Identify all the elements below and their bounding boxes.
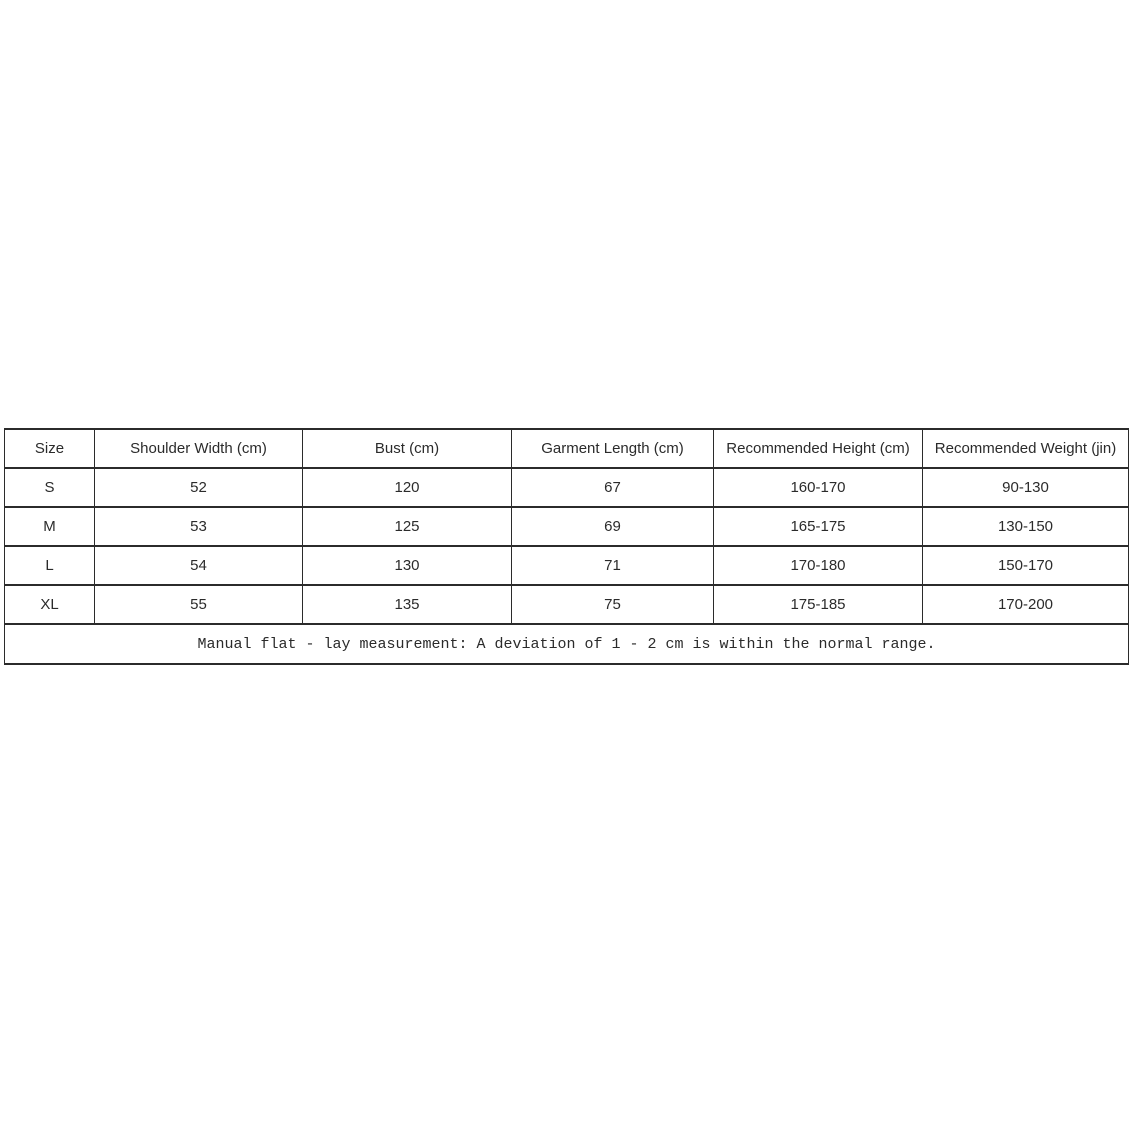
column-header-size: Size <box>5 429 95 468</box>
cell-recommended-height: 165-175 <box>714 507 923 546</box>
cell-garment-length: 69 <box>512 507 714 546</box>
footnote-row <box>5 624 1129 664</box>
cell-size: XL <box>5 585 95 624</box>
cell-size: M <box>5 507 95 546</box>
cell-bust: 120 <box>303 468 512 507</box>
column-header-garment-length: Garment Length (cm) <box>512 429 714 468</box>
cell-recommended-height: 170-180 <box>714 546 923 585</box>
cell-garment-length: 67 <box>512 468 714 507</box>
cell-shoulder-width: 55 <box>95 585 303 624</box>
size-chart-table <box>4 428 1129 665</box>
column-header-shoulder-width: Shoulder Width (cm) <box>95 429 303 468</box>
cell-garment-length: 75 <box>512 585 714 624</box>
table-row-l <box>5 546 1129 585</box>
cell-shoulder-width: 53 <box>95 507 303 546</box>
cell-recommended-weight: 150-170 <box>923 546 1129 585</box>
cell-garment-length: 71 <box>512 546 714 585</box>
cell-recommended-height: 175-185 <box>714 585 923 624</box>
cell-size: S <box>5 468 95 507</box>
cell-bust: 130 <box>303 546 512 585</box>
cell-recommended-height: 160-170 <box>714 468 923 507</box>
table-row-s <box>5 468 1129 507</box>
table-row-xl <box>5 585 1129 624</box>
cell-recommended-weight: 90-130 <box>923 468 1129 507</box>
cell-bust: 125 <box>303 507 512 546</box>
column-header-bust: Bust (cm) <box>303 429 512 468</box>
measurement-footnote: Manual flat - lay measurement: A deviation of 1 - 2 cm is within the normal range. <box>5 624 1129 664</box>
cell-recommended-weight: 170-200 <box>923 585 1129 624</box>
column-header-recommended-weight: Recommended Weight (jin) <box>923 429 1129 468</box>
cell-shoulder-width: 54 <box>95 546 303 585</box>
cell-recommended-weight: 130-150 <box>923 507 1129 546</box>
cell-size: L <box>5 546 95 585</box>
table-row-m <box>5 507 1129 546</box>
header-row <box>5 429 1129 468</box>
cell-shoulder-width: 52 <box>95 468 303 507</box>
size-chart <box>4 428 1128 665</box>
cell-bust: 135 <box>303 585 512 624</box>
column-header-recommended-height: Recommended Height (cm) <box>714 429 923 468</box>
